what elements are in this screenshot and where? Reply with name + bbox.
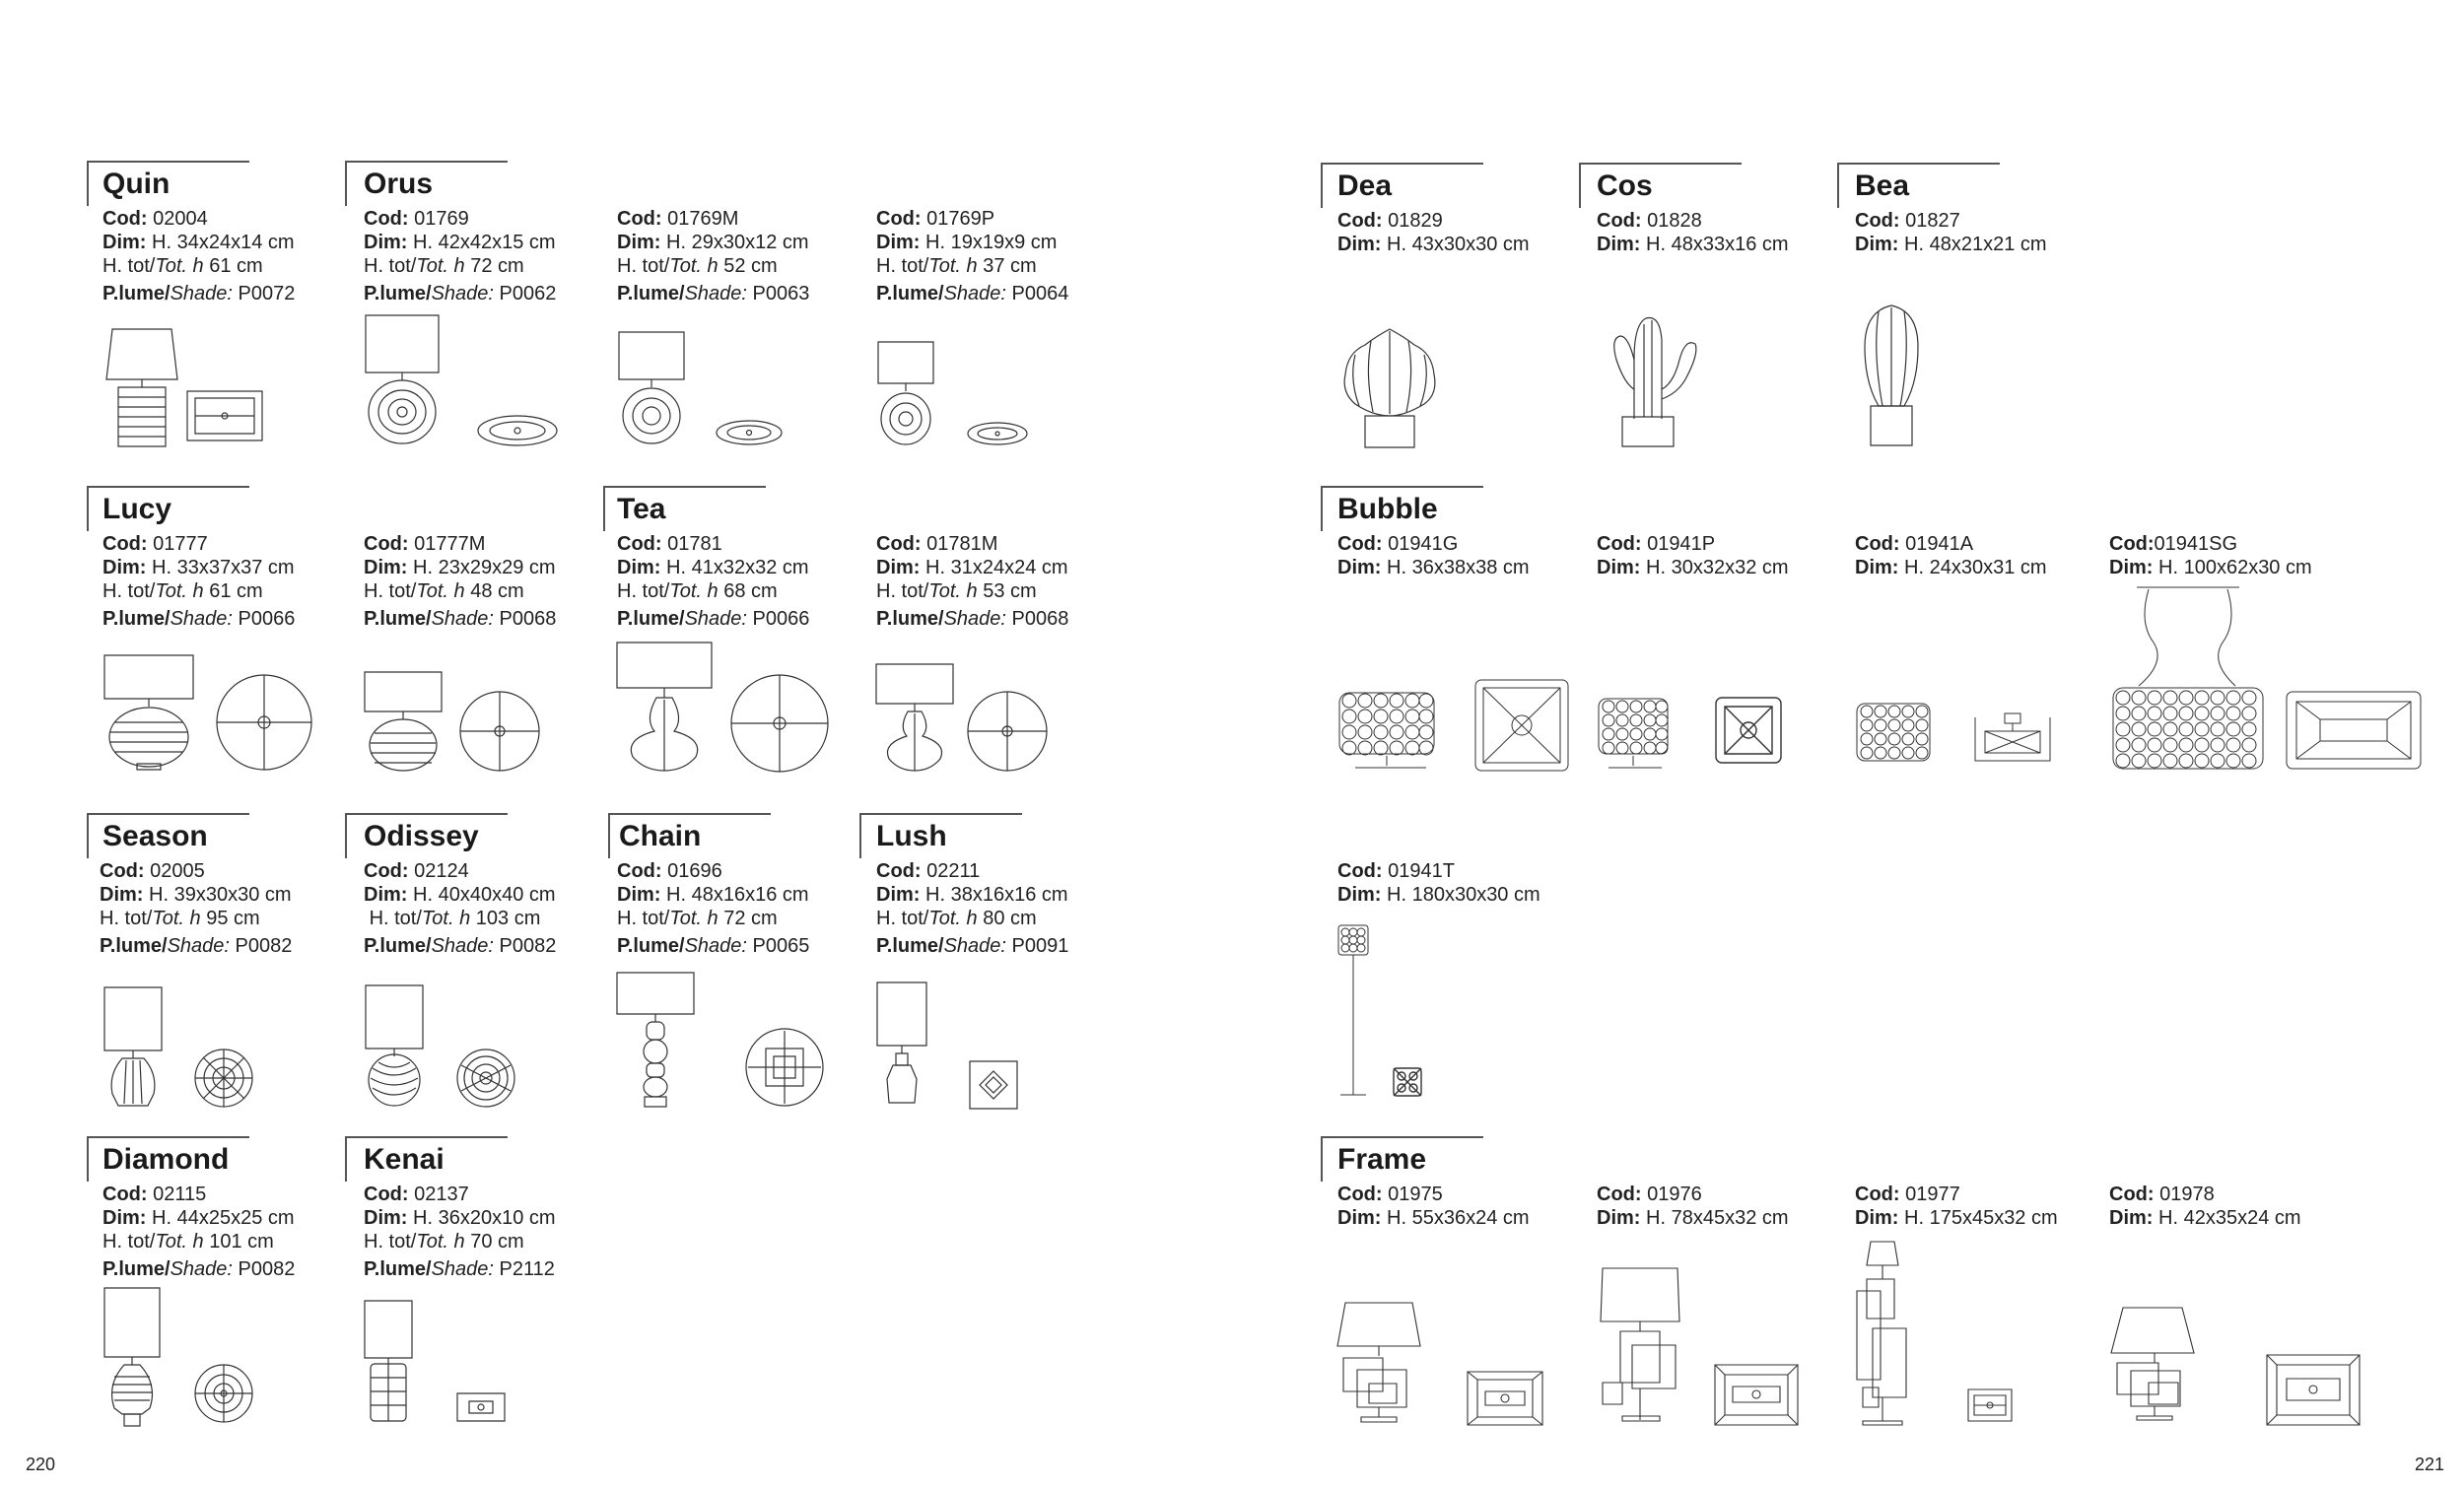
orus-lamp-drawing bbox=[363, 313, 442, 446]
lucy-medium-lamp-drawing bbox=[363, 670, 444, 774]
product-spec: Cod: 01781M Dim: H. 31x24x24 cm H. tot/Tot. h 53 cm P.lume/Shade: P0068 bbox=[876, 533, 1069, 630]
product-spec: Cod: 01976 Dim: H. 78x45x32 cm bbox=[1597, 1184, 1789, 1229]
product-shade: P0091 bbox=[1011, 935, 1069, 957]
product-code: 01941T bbox=[1388, 860, 1455, 882]
family-title: Lucy bbox=[103, 493, 172, 525]
frame-top-view-drawing bbox=[1466, 1370, 1544, 1427]
product-total-height: 61 cm bbox=[209, 255, 263, 277]
product-spec: Cod: 01941P Dim: H. 30x32x32 cm bbox=[1597, 533, 1789, 578]
product-dimensions: H. 30x32x32 cm bbox=[1646, 557, 1789, 578]
family-title: Cos bbox=[1597, 169, 1653, 202]
bubble-floor-top-view-drawing bbox=[1392, 1066, 1423, 1098]
product-code: 01769 bbox=[414, 208, 469, 230]
product-total-height: 70 cm bbox=[470, 1231, 524, 1252]
family-title: Diamond bbox=[103, 1143, 230, 1176]
product-spec: Cod: 01975 Dim: H. 55x36x24 cm bbox=[1337, 1184, 1530, 1229]
product-shade: P0068 bbox=[499, 608, 557, 630]
chain-top-view-drawing bbox=[744, 1027, 825, 1108]
product-dimensions: H. 24x30x31 cm bbox=[1904, 557, 2047, 578]
bubble-medium-top-view-drawing bbox=[1713, 695, 1784, 766]
quin-lamp-drawing bbox=[103, 325, 181, 448]
product-code: 01777M bbox=[414, 533, 486, 555]
lucy-medium-top-view-drawing bbox=[458, 690, 541, 773]
odissey-top-view-drawing bbox=[455, 1048, 516, 1109]
bubble-top-view-drawing bbox=[1472, 676, 1572, 775]
product-code: 01696 bbox=[667, 860, 722, 882]
product-shade: P0065 bbox=[752, 935, 810, 957]
tea-top-view-drawing bbox=[729, 673, 830, 774]
page-number-left: 220 bbox=[26, 1455, 56, 1474]
product-spec: Cod: 01977 Dim: H. 175x45x32 cm bbox=[1855, 1184, 2058, 1229]
product-shade: P0082 bbox=[238, 1258, 296, 1280]
product-dimensions: H. 33x37x37 cm bbox=[152, 557, 295, 578]
product-total-height: 101 cm bbox=[209, 1231, 274, 1252]
product-total-height: 61 cm bbox=[209, 580, 263, 602]
product-spec: Cod: 01769M Dim: H. 29x30x12 cm H. tot/Tot. h 52 cm P.lume/Shade: P0063 bbox=[617, 208, 810, 305]
kenai-top-view-drawing bbox=[455, 1391, 507, 1423]
orus-small-lamp-drawing bbox=[875, 340, 936, 448]
product-spec: Cod: 01978 Dim: H. 42x35x24 cm bbox=[2109, 1184, 2301, 1229]
product-spec: Cod: 02211 Dim: H. 38x16x16 cm H. tot/Tot. h 80 cm P.lume/Shade: P0091 bbox=[876, 860, 1069, 957]
product-dimensions: H. 36x38x38 cm bbox=[1387, 557, 1530, 578]
product-total-height: 68 cm bbox=[723, 580, 778, 602]
product-dimensions: H. 42x35x24 cm bbox=[2158, 1207, 2301, 1229]
product-spec: Cod: 01777 Dim: H. 33x37x37 cm H. tot/Tot. h 61 cm P.lume/Shade: P0066 bbox=[103, 533, 296, 630]
product-shade: P0066 bbox=[238, 608, 296, 630]
product-spec: Cod: 01941A Dim: H. 24x30x31 cm bbox=[1855, 533, 2047, 578]
product-spec: Cod: 01769P Dim: H. 19x19x9 cm H. tot/Tot. h 37 cm P.lume/Shade: P0064 bbox=[876, 208, 1069, 305]
product-spec: Cod: 01828 Dim: H. 48x33x16 cm bbox=[1597, 210, 1789, 255]
family-title: Bea bbox=[1855, 169, 1910, 202]
orus-top-view-drawing bbox=[476, 414, 560, 448]
product-spec: Cod: 02115 Dim: H. 44x25x25 cm H. tot/Tot. h 101 cm P.lume/Shade: P0082 bbox=[103, 1184, 296, 1280]
family-title: Season bbox=[103, 820, 208, 852]
product-spec: Cod: 01941T Dim: H. 180x30x30 cm bbox=[1337, 860, 1540, 906]
product-code: 01781 bbox=[667, 533, 722, 555]
product-dimensions: H. 78x45x32 cm bbox=[1646, 1207, 1789, 1229]
product-dimensions: H. 34x24x14 cm bbox=[152, 232, 295, 253]
family-title: Tea bbox=[617, 493, 666, 525]
product-shade: P0082 bbox=[499, 935, 557, 957]
product-spec: Cod: 01827 Dim: H. 48x21x21 cm bbox=[1855, 210, 2047, 255]
page-number-right: 221 bbox=[2415, 1455, 2445, 1474]
product-dimensions: H. 100x62x30 cm bbox=[2158, 557, 2312, 578]
product-code: 01941SG bbox=[2154, 533, 2238, 555]
product-code: 01977 bbox=[1905, 1184, 1960, 1205]
tea-lamp-drawing bbox=[615, 641, 714, 774]
product-code: 01828 bbox=[1647, 210, 1702, 232]
lucy-lamp-drawing bbox=[103, 653, 196, 772]
product-dimensions: H. 48x21x21 cm bbox=[1904, 234, 2047, 255]
product-total-height: 53 cm bbox=[983, 580, 1037, 602]
orus-medium-lamp-drawing bbox=[616, 330, 687, 448]
lucy-top-view-drawing bbox=[215, 673, 313, 772]
lush-top-view-drawing bbox=[968, 1059, 1019, 1111]
product-spec: Cod: 02005 Dim: H. 39x30x30 cm H. tot/Tot. h 95 cm P.lume/Shade: P0082 bbox=[100, 860, 293, 957]
family-title: Bubble bbox=[1337, 493, 1438, 525]
tea-medium-lamp-drawing bbox=[874, 662, 955, 774]
product-code: 02211 bbox=[926, 860, 981, 882]
product-code: 01769M bbox=[667, 208, 739, 230]
product-spec: Cod: 01769 Dim: H. 42x42x15 cm H. tot/Tot. h 72 cm P.lume/Shade: P0062 bbox=[364, 208, 557, 305]
family-title: Orus bbox=[364, 168, 434, 200]
product-spec: Cod: 01941G Dim: H. 36x38x38 cm bbox=[1337, 533, 1530, 578]
product-shade: P0062 bbox=[499, 283, 557, 305]
season-lamp-drawing bbox=[103, 985, 164, 1109]
product-code: 01781M bbox=[926, 533, 998, 555]
product-total-height: 37 cm bbox=[983, 255, 1037, 277]
product-total-height: 72 cm bbox=[723, 908, 778, 929]
diamond-top-view-drawing bbox=[193, 1363, 254, 1424]
frame-small-lamp-drawing bbox=[2109, 1306, 2200, 1422]
product-spec: Cod:01941SG Dim: H. 100x62x30 cm bbox=[2109, 533, 2312, 578]
family-title: Odissey bbox=[364, 820, 479, 852]
product-shade: P0064 bbox=[1011, 283, 1069, 305]
bubble-wall-lamp-drawing bbox=[1855, 700, 1932, 764]
product-dimensions: H. 175x45x32 cm bbox=[1904, 1207, 2058, 1229]
product-code: 01978 bbox=[2159, 1184, 2215, 1205]
product-code: 01777 bbox=[153, 533, 208, 555]
product-spec: Cod: 01829 Dim: H. 43x30x30 cm bbox=[1337, 210, 1530, 255]
product-shade: P0063 bbox=[752, 283, 810, 305]
product-total-height: 48 cm bbox=[470, 580, 524, 602]
frame-floor-top-view-drawing bbox=[1966, 1387, 2014, 1423]
family-title: Kenai bbox=[364, 1143, 445, 1176]
frame-floor-lamp-drawing bbox=[1853, 1240, 1912, 1427]
product-dimensions: H. 42x42x15 cm bbox=[413, 232, 556, 253]
diamond-lamp-drawing bbox=[103, 1286, 162, 1429]
product-total-height: 52 cm bbox=[723, 255, 778, 277]
product-shade: P0068 bbox=[1011, 608, 1069, 630]
product-code: 01827 bbox=[1905, 210, 1960, 232]
product-total-height: 72 cm bbox=[470, 255, 524, 277]
product-spec: Cod: 01781 Dim: H. 41x32x32 cm H. tot/Tot. h 68 cm P.lume/Shade: P0066 bbox=[617, 533, 810, 630]
kenai-lamp-drawing bbox=[363, 1299, 414, 1425]
product-spec: Cod: 01696 Dim: H. 48x16x16 cm H. tot/Tot. h 72 cm P.lume/Shade: P0065 bbox=[617, 860, 810, 957]
product-shade: P0072 bbox=[238, 283, 296, 305]
product-code: 01941A bbox=[1905, 533, 1974, 555]
product-spec: Cod: 01777M Dim: H. 23x29x29 cm H. tot/Tot. h 48 cm P.lume/Shade: P0068 bbox=[364, 533, 557, 630]
frame-lamp-drawing bbox=[1335, 1301, 1424, 1424]
product-code: 01769P bbox=[926, 208, 995, 230]
product-code: 01941P bbox=[1647, 533, 1716, 555]
bubble-wall-top-view-drawing bbox=[1971, 708, 2055, 765]
frame-medium-top-view-drawing bbox=[1713, 1363, 1800, 1427]
bubble-lamp-drawing bbox=[1335, 685, 1439, 774]
product-code: 02137 bbox=[414, 1184, 469, 1205]
product-dimensions: H. 40x40x40 cm bbox=[413, 884, 556, 906]
odissey-lamp-drawing bbox=[363, 983, 427, 1110]
frame-small-top-view-drawing bbox=[2265, 1353, 2361, 1427]
product-dimensions: H. 43x30x30 cm bbox=[1387, 234, 1530, 255]
lush-lamp-drawing bbox=[875, 981, 929, 1109]
product-code: 02124 bbox=[414, 860, 469, 882]
product-dimensions: H. 48x33x16 cm bbox=[1646, 234, 1789, 255]
family-title: Dea bbox=[1337, 169, 1393, 202]
product-shade: P0066 bbox=[752, 608, 810, 630]
product-dimensions: H. 55x36x24 cm bbox=[1387, 1207, 1530, 1229]
family-title: Lush bbox=[876, 820, 947, 852]
product-dimensions: H. 39x30x30 cm bbox=[149, 884, 292, 906]
product-code: 02005 bbox=[150, 860, 205, 882]
bubble-suspension-drawing bbox=[2109, 583, 2267, 773]
product-code: 02004 bbox=[153, 208, 208, 230]
product-dimensions: H. 23x29x29 cm bbox=[413, 557, 556, 578]
product-shade: P2112 bbox=[499, 1258, 555, 1280]
family-title: Frame bbox=[1337, 1143, 1427, 1176]
product-dimensions: H. 29x30x12 cm bbox=[666, 232, 809, 253]
product-shade: P0082 bbox=[235, 935, 293, 957]
product-code: 02115 bbox=[153, 1184, 207, 1205]
product-dimensions: H. 44x25x25 cm bbox=[152, 1207, 295, 1229]
product-code: 01829 bbox=[1388, 210, 1443, 232]
family-title: Quin bbox=[103, 168, 171, 200]
product-dimensions: H. 19x19x9 cm bbox=[925, 232, 1058, 253]
product-dimensions: H. 38x16x16 cm bbox=[925, 884, 1068, 906]
family-title: Chain bbox=[619, 820, 702, 852]
season-top-view-drawing bbox=[193, 1048, 254, 1109]
product-dimensions: H. 48x16x16 cm bbox=[666, 884, 809, 906]
chain-lamp-drawing bbox=[615, 971, 696, 1109]
product-spec: Cod: 02124 Dim: H. 40x40x40 cm H. tot/Tot. h 103 cm P.lume/Shade: P0082 bbox=[364, 860, 557, 957]
dea-lamp-drawing bbox=[1335, 325, 1444, 448]
product-code: 01941G bbox=[1388, 533, 1459, 555]
product-dimensions: H. 41x32x32 cm bbox=[666, 557, 809, 578]
bubble-floor-lamp-drawing bbox=[1335, 921, 1374, 1099]
product-dimensions: H. 180x30x30 cm bbox=[1387, 884, 1540, 906]
frame-medium-lamp-drawing bbox=[1597, 1266, 1685, 1424]
product-code: 01976 bbox=[1647, 1184, 1702, 1205]
orus-small-top-view-drawing bbox=[966, 422, 1030, 447]
tea-medium-top-view-drawing bbox=[966, 690, 1049, 773]
product-total-height: 103 cm bbox=[475, 908, 541, 929]
product-total-height: 80 cm bbox=[983, 908, 1037, 929]
product-dimensions: H. 36x20x10 cm bbox=[413, 1207, 556, 1229]
product-code: 01975 bbox=[1388, 1184, 1443, 1205]
quin-top-view-drawing bbox=[185, 389, 264, 443]
orus-medium-top-view-drawing bbox=[715, 419, 784, 448]
bubble-suspension-top-view-drawing bbox=[2285, 690, 2423, 771]
product-spec: Cod: 02137 Dim: H. 36x20x10 cm H. tot/Tot. h 70 cm P.lume/Shade: P2112 bbox=[364, 1184, 556, 1280]
product-dimensions: H. 31x24x24 cm bbox=[925, 557, 1068, 578]
bubble-medium-lamp-drawing bbox=[1597, 695, 1671, 774]
product-total-height: 95 cm bbox=[206, 908, 260, 929]
product-spec: Cod: 02004 Dim: H. 34x24x14 cm H. tot/Tot. h 61 cm P.lume/Shade: P0072 bbox=[103, 208, 296, 305]
cos-lamp-drawing bbox=[1595, 310, 1703, 448]
bea-lamp-drawing bbox=[1857, 304, 1926, 448]
